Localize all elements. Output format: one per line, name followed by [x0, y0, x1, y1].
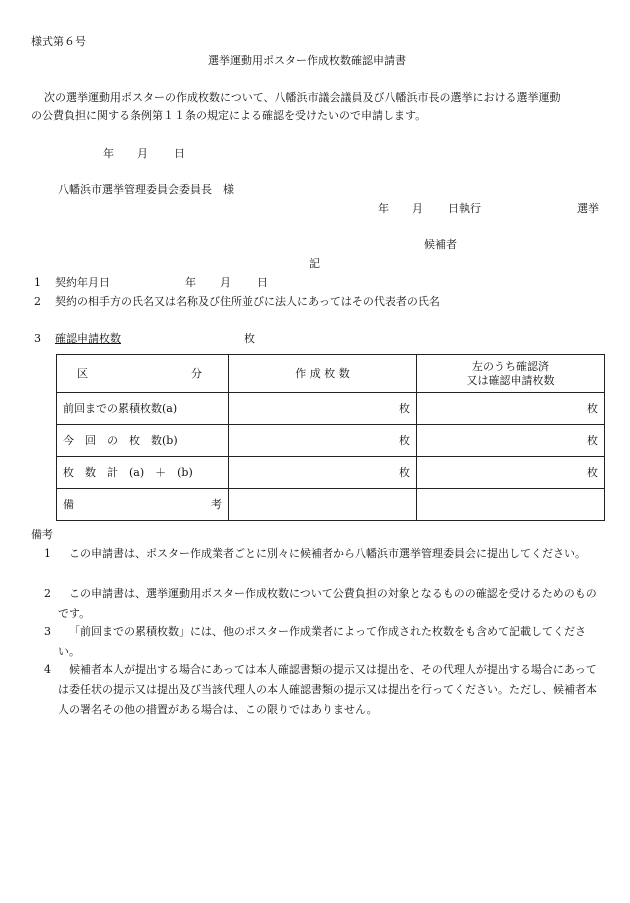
date-year: 年 [103, 147, 114, 160]
remarks-confirmed-cell [417, 489, 605, 521]
row-created-unit: 枚 [229, 425, 417, 457]
table-header-row [57, 355, 605, 393]
note-text: 候補者本人が提出する場合にあっては本人確認書類の提示又は提出を、その代理人が提出する場合にあっては委任状の提示又は提出及び当該代理人の本人確認書類の提示又は提出を行ってください。ただし、候補者本人の署名その他の措置がある場合は、この限りではありません。 [58, 663, 597, 716]
remarks-created-cell [229, 489, 417, 521]
candidate-label: 候補者 [424, 238, 457, 251]
table-row [57, 425, 605, 457]
form-number: 様式第６号 [31, 35, 86, 48]
header-category-a: 区 [77, 366, 88, 380]
election-label: 選挙 [577, 202, 599, 215]
table-remarks-row [57, 489, 605, 521]
row-confirmed-unit: 枚 [417, 393, 605, 425]
item1-day: 日 [257, 276, 268, 289]
row-label: 前回までの累積枚数(a) [57, 393, 229, 425]
item1-year: 年 [185, 276, 196, 289]
note-number: 1 [44, 547, 51, 560]
row-label: 今 回 の 枚 数(b) [57, 425, 229, 457]
date-month: 月 [137, 147, 148, 160]
note-text: この申請書は、選挙運動用ポスター作成枚数について公費負担の対象となるものの確認を受けるためのものです。 [58, 587, 597, 620]
item2-label: 契約の相手方の氏名又は名称及び住所並びに法人にあってはその代表者の氏名 [55, 295, 440, 308]
item1-label: 契約年月日 [55, 276, 110, 289]
count-table [56, 354, 605, 521]
header-created-count: 作 成 枚 数 [229, 355, 417, 393]
election-month: 月 [412, 202, 423, 215]
row-confirmed-unit: 枚 [417, 457, 605, 489]
header-confirmed-line1: 左のうち確認済 [472, 359, 549, 373]
item1-month: 月 [220, 276, 231, 289]
note-text: この申請書は、ポスター作成業者ごとに別々に候補者から八幡浜市選挙管理委員会に提出してください。 [69, 547, 586, 560]
header-confirmed-count [417, 355, 605, 393]
addressee: 八幡浜市選挙管理委員会委員長 様 [58, 183, 234, 196]
document-title: 選挙運動用ポスター作成枚数確認申請書 [208, 54, 406, 67]
election-day-exec: 日執行 [448, 202, 481, 215]
note-number: 3 [44, 625, 51, 638]
table-row [57, 393, 605, 425]
note-number: 4 [44, 663, 51, 676]
note-number: 2 [44, 587, 51, 600]
date-day: 日 [174, 147, 185, 160]
intro-line-2: の公費負担に関する条例第１１条の規定による確認を受けたいので申請します。 [31, 109, 427, 122]
remarks-b: 考 [211, 497, 222, 511]
election-year: 年 [378, 202, 389, 215]
header-confirmed-line2: 又は確認申請枚数 [466, 373, 555, 387]
row-confirmed-unit: 枚 [417, 425, 605, 457]
row-created-unit: 枚 [229, 393, 417, 425]
row-label: 枚 数 計 (a) ＋ (b) [57, 457, 229, 489]
note-text: 「前回までの累積枚数」には、他のポスター作成業者によって作成された枚数をも含めて記載してください。 [58, 625, 586, 658]
remarks-a: 備 [63, 497, 74, 511]
item1-number: 1 [34, 276, 41, 289]
header-category [57, 355, 229, 393]
ki-mark: 記 [309, 257, 320, 270]
row-created-unit: 枚 [229, 457, 417, 489]
table-row [57, 457, 605, 489]
item3-field [55, 332, 255, 346]
header-category-b: 分 [191, 366, 202, 380]
item2-number: 2 [34, 295, 41, 308]
intro-line-1: 次の選挙運動用ポスターの作成枚数について、八幡浜市議会議員及び八幡浜市長の選挙における選挙運動 [44, 91, 561, 104]
item3-number: 3 [34, 332, 41, 345]
item3-label: 確認申請枚数 [55, 332, 121, 345]
remarks-label [57, 489, 229, 521]
item3-unit: 枚 [244, 332, 255, 345]
notes-heading: 備考 [31, 528, 53, 541]
